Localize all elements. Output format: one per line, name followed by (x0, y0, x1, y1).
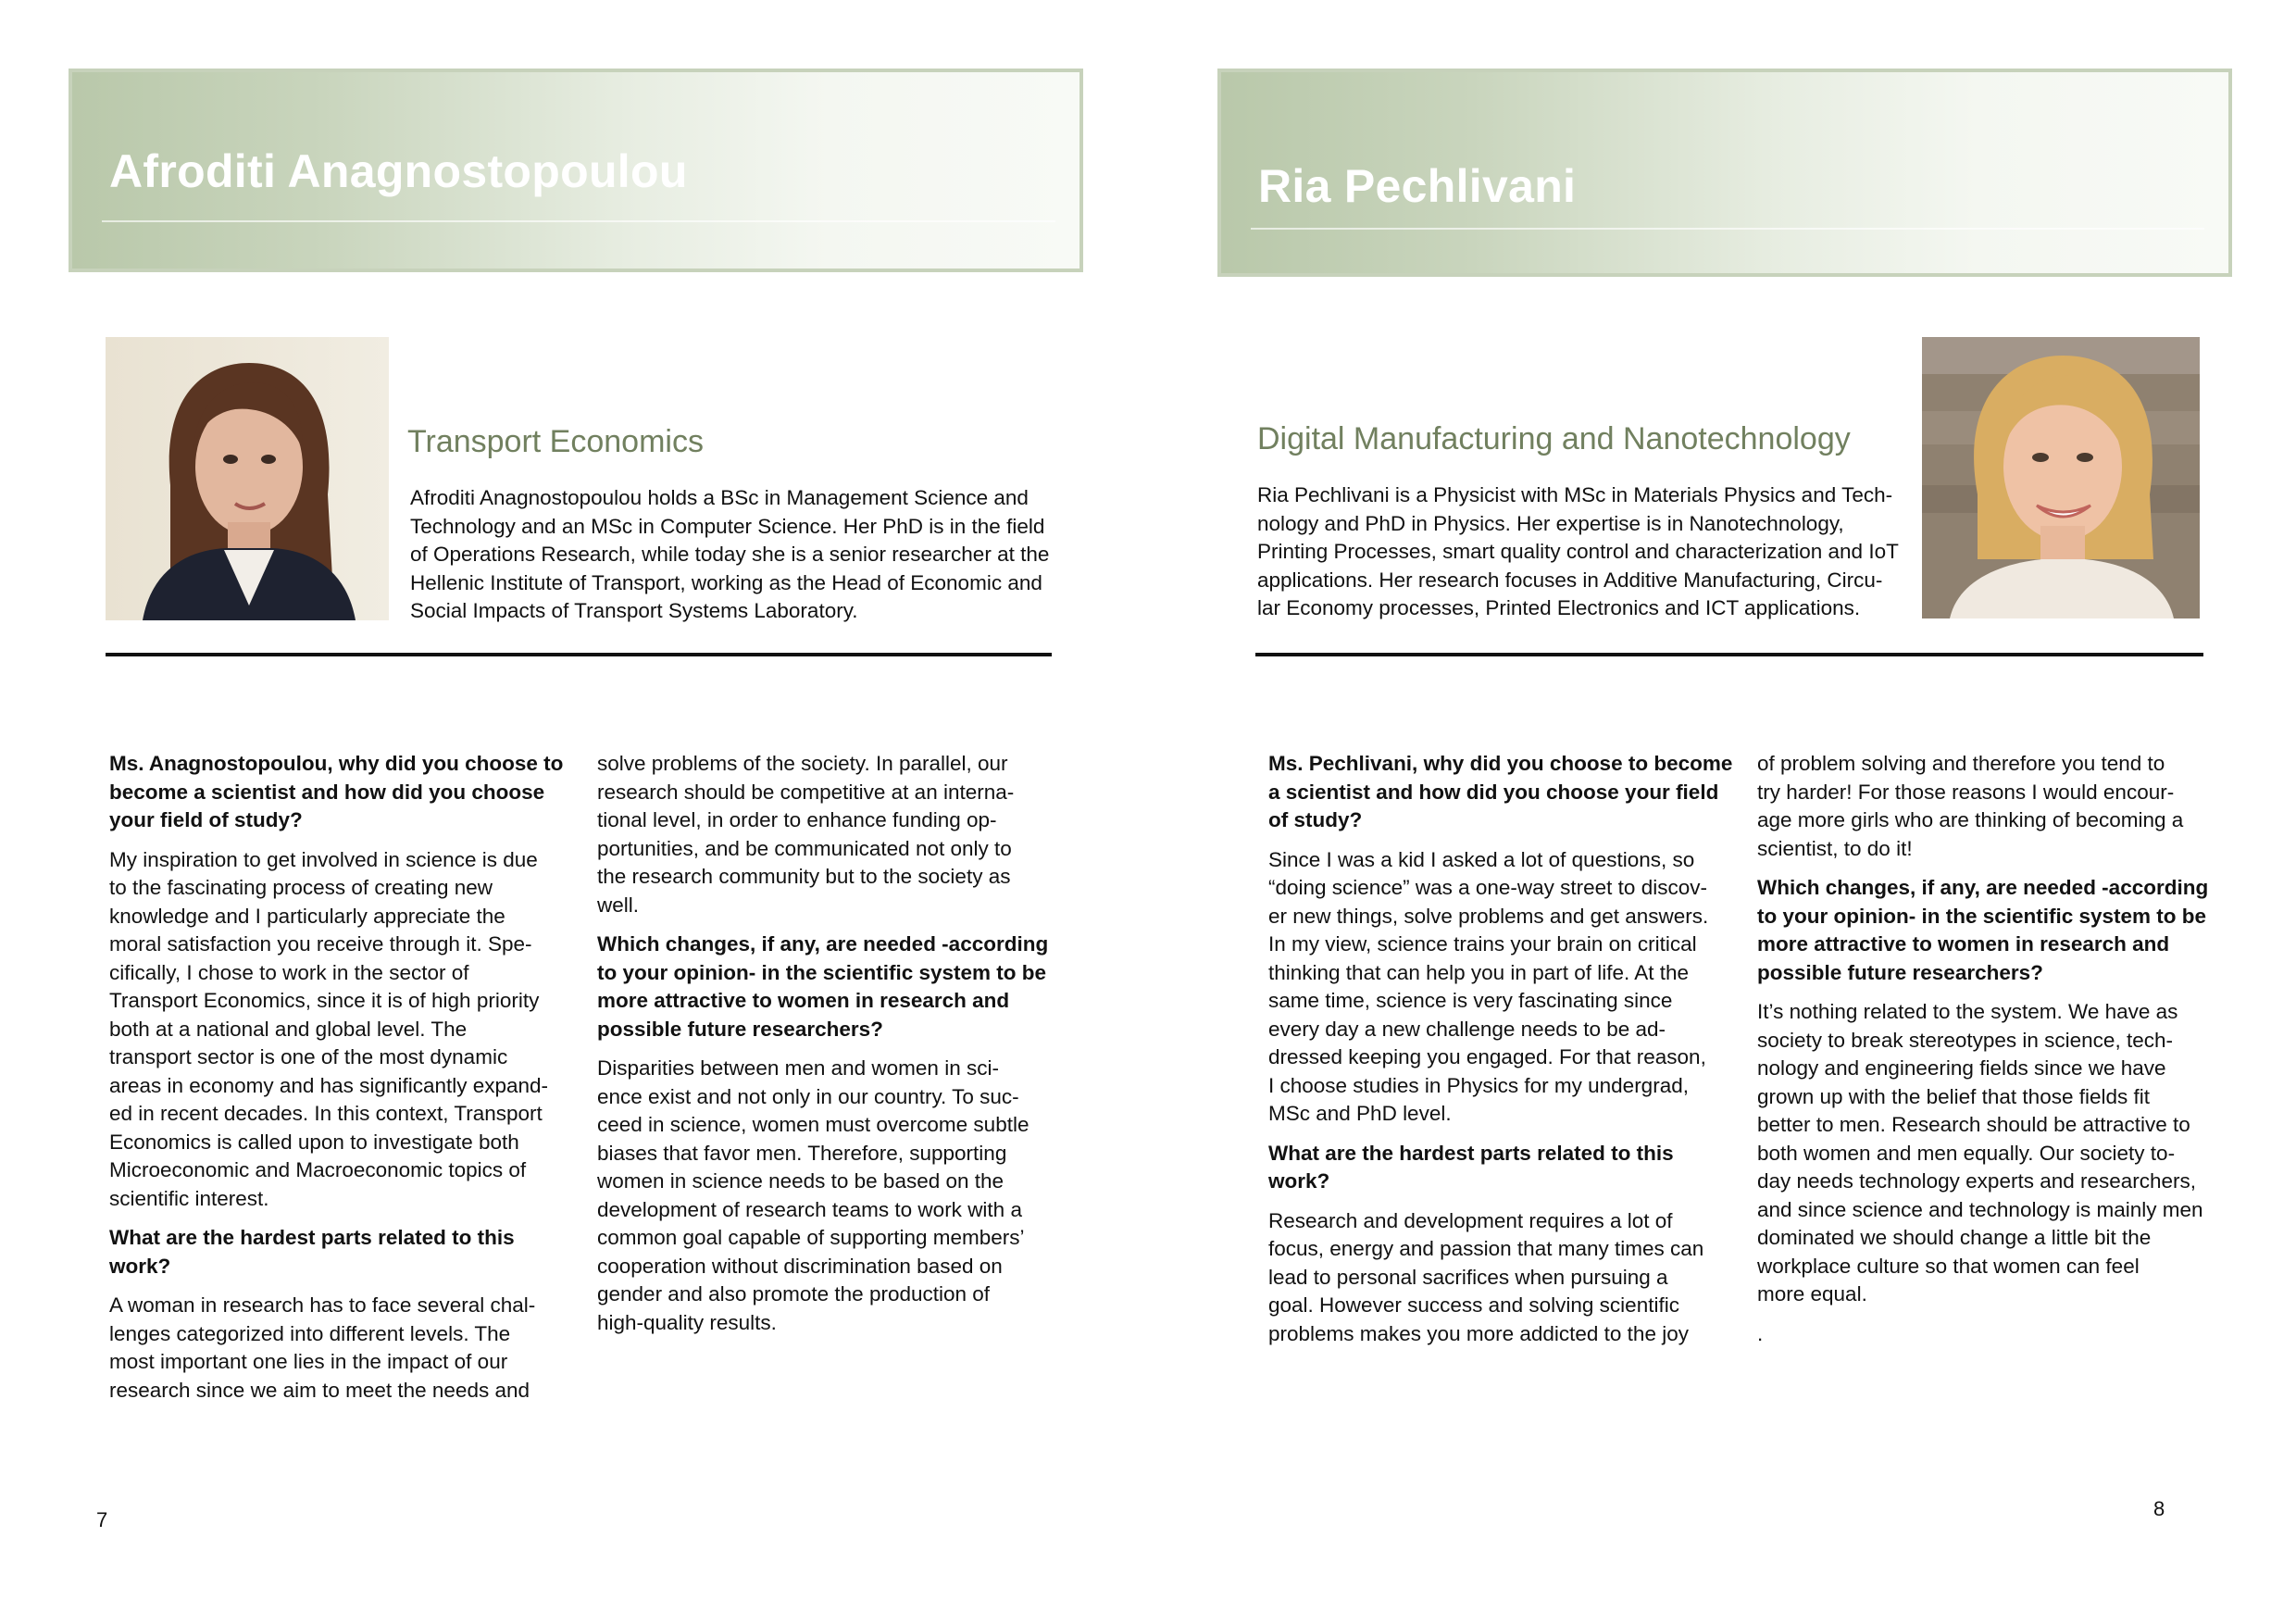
text-line: I choose studies in Physics for my undergrad, (1268, 1073, 1689, 1097)
text-line: a scientist and how did you choose your field (1268, 780, 1719, 804)
text-line: women in science needs to be based on the (597, 1169, 1004, 1193)
text-line: development of research teams to work with a (597, 1197, 1022, 1221)
left-person-name: Afroditi Anagnostopoulou (109, 145, 688, 197)
left-portrait-image (106, 337, 389, 620)
paragraph-gap (597, 1043, 1048, 1055)
left-divider-rule (106, 653, 1052, 656)
right-portrait-image (1922, 337, 2200, 618)
text-line: try harder! For those reasons I would encour- (1757, 780, 2175, 804)
text-line: common goal capable of supporting members’ (597, 1226, 1025, 1249)
paragraph-gap (1757, 987, 2208, 998)
bio-line: nology and PhD in Physics. Her expertise is in Nanotechnology, (1257, 511, 1844, 535)
text-line: solve problems of the society. In parallel, our (597, 752, 1008, 775)
text-line: more attractive to women in research and (597, 989, 1010, 1012)
left-column-1 (109, 750, 563, 1405)
right-page-number: 8 (2153, 1497, 2165, 1520)
interview-answer (1268, 1207, 1732, 1349)
text-line: moral satisfaction you receive through it. Spe- (109, 932, 532, 956)
text-line: What are the hardest parts related to this (1268, 1141, 1674, 1165)
text-line: dressed keeping you engaged. For that reason, (1268, 1045, 1706, 1068)
text-line: transport sector is one of the most dynamic (109, 1045, 508, 1068)
text-line: possible future researchers? (1757, 960, 2043, 984)
text-line: Which changes, if any, are needed -according (1757, 876, 2209, 899)
text-line: day needs technology experts and researchers, (1757, 1169, 2197, 1193)
text-line: workplace culture so that women can feel (1757, 1254, 2140, 1278)
text-line: My inspiration to get involved in science is due (109, 847, 538, 871)
interview-answer (1268, 846, 1732, 1129)
text-line: biases that favor men. Therefore, supporting (597, 1141, 1007, 1165)
paragraph-gap (1268, 1129, 1732, 1140)
text-line: become a scientist and how did you choose (109, 780, 545, 804)
left-banner-rule (102, 220, 1055, 222)
text-line: Since I was a kid I asked a lot of questions, so (1268, 847, 1695, 871)
interview-answer (1757, 750, 2208, 863)
right-divider-rule (1255, 653, 2203, 656)
left-name-banner (69, 69, 1083, 272)
text-line: In my view, science trains your brain on critical (1268, 932, 1697, 956)
interview-answer (1757, 998, 2208, 1309)
text-line: ed in recent decades. In this context, Transport (109, 1102, 543, 1125)
text-line: cifically, I chose to work in the sector of (109, 960, 469, 984)
text-line: every day a new challenge needs to be ad- (1268, 1017, 1666, 1041)
text-line: dominated we should change a little bit the (1757, 1226, 2152, 1249)
text-line: lenges categorized into different levels. The (109, 1321, 511, 1345)
text-line: most important one lies in the impact of our (109, 1350, 508, 1373)
text-line: ceed in science, women must overcome subtle (597, 1113, 1029, 1136)
text-line: “doing science” was a one-way street to discov- (1268, 876, 1707, 899)
interview-question (109, 750, 563, 835)
bio-line: applications. Her research focuses in Additive Manufacturing, Circu- (1257, 568, 1883, 592)
text-line: problems makes you more addicted to the joy (1268, 1321, 1689, 1345)
interview-question (109, 1224, 563, 1280)
text-line: goal. However success and solving scientific (1268, 1293, 1679, 1317)
paragraph-gap (109, 835, 563, 846)
bio-line: Printing Processes, smart quality control and characterization and IoT (1257, 540, 1899, 563)
interview-answer (109, 846, 563, 1214)
text-line: Transport Economics, since it is of high priority (109, 989, 540, 1012)
text-line: It’s nothing related to the system. We have as (1757, 1000, 2178, 1023)
bio-line: Ria Pechlivani is a Physicist with MSc in Materials Physics and Tech- (1257, 483, 1893, 506)
text-line: er new things, solve problems and get answers. (1268, 904, 1709, 928)
text-line: better to men. Research should be attractive to (1757, 1113, 2190, 1136)
interview-answer (597, 1055, 1048, 1337)
text-line: to your opinion- in the scientific system to be (1757, 904, 2207, 928)
paragraph-gap (597, 919, 1048, 931)
right-column-1 (1268, 750, 1732, 1348)
interview-question (597, 931, 1048, 1043)
text-line: research since we aim to meet the needs and (109, 1378, 530, 1402)
bio-line: lar Economy processes, Printed Electronics and ICT applications. (1257, 596, 1861, 619)
text-line: nology and engineering fields since we have (1757, 1056, 2166, 1080)
text-line: both at a national and global level. The (109, 1017, 468, 1041)
text-line: and since science and technology is mainly men (1757, 1197, 2203, 1221)
text-line: gender and also promote the production of (597, 1282, 991, 1305)
paragraph-gap (1268, 1196, 1732, 1207)
text-line: knowledge and I particularly appreciate the (109, 904, 505, 928)
text-line: well. (597, 893, 640, 917)
text-line: scientific interest. (109, 1186, 269, 1210)
text-line: MSc and PhD level. (1268, 1102, 1452, 1125)
right-person-name: Ria Pechlivani (1258, 160, 1577, 212)
text-line: work? (1268, 1169, 1330, 1193)
text-line: portunities, and be communicated not only to (597, 836, 1012, 860)
text-line: Microeconomic and Macroeconomic topics of (109, 1158, 527, 1181)
interview-answer (1757, 1320, 2208, 1349)
left-portrait-photo (106, 337, 389, 620)
interview-answer (597, 750, 1048, 919)
text-line: possible future researchers? (597, 1017, 883, 1041)
text-line: grown up with the belief that those fields fit (1757, 1084, 2150, 1108)
left-field-title: Transport Economics (407, 424, 704, 459)
bio-line: of Operations Research, while today she is a senior researcher at the (410, 543, 1050, 566)
text-line: Economics is called upon to investigate both (109, 1130, 519, 1154)
left-column-2 (597, 750, 1048, 1337)
text-line: both women and men equally. Our society to- (1757, 1141, 2176, 1165)
interview-question (1757, 874, 2208, 987)
bio-line: Hellenic Institute of Transport, working as the Head of Economic and (410, 570, 1042, 594)
text-line: Ms. Pechlivani, why did you choose to become (1268, 752, 1733, 775)
right-portrait-photo (1922, 337, 2200, 618)
text-line: your field of study? (109, 808, 303, 831)
text-line: Research and development requires a lot of (1268, 1208, 1673, 1232)
text-line: Disparities between men and women in sci- (597, 1056, 999, 1080)
text-line: more equal. (1757, 1282, 1867, 1305)
text-line: tional level, in order to enhance funding op- (597, 808, 997, 831)
text-line: of study? (1268, 808, 1363, 831)
text-line: . (1757, 1321, 1764, 1345)
text-line: of problem solving and therefore you tend to (1757, 752, 2165, 775)
interview-question (1268, 1140, 1732, 1196)
text-line: Ms. Anagnostopoulou, why did you choose to (109, 752, 564, 775)
bio-line: Technology and an MSc in Computer Science. Her PhD is in the field (410, 514, 1045, 538)
text-line: research should be competitive at an interna- (597, 780, 1015, 804)
text-line: focus, energy and passion that many times can (1268, 1237, 1704, 1260)
bio-line: Social Impacts of Transport Systems Laboratory. (410, 599, 858, 622)
paragraph-gap (109, 1213, 563, 1224)
text-line: cooperation without discrimination based on (597, 1254, 1003, 1278)
text-line: age more girls who are thinking of becoming a (1757, 808, 2184, 831)
paragraph-gap (1757, 863, 2208, 874)
text-line: thinking that can help you in part of life. At the (1268, 960, 1690, 984)
text-line: to your opinion- in the scientific system to be (597, 960, 1047, 984)
text-line: ence exist and not only in our country. To suc- (597, 1084, 1019, 1108)
text-line: A woman in research has to face several chal- (109, 1293, 536, 1317)
interview-answer (109, 1292, 563, 1405)
right-column-2 (1757, 750, 2208, 1348)
text-line: work? (109, 1254, 171, 1278)
text-line: areas in economy and has significantly expand- (109, 1073, 549, 1097)
right-name-banner (1217, 69, 2232, 277)
text-line: the research community but to the society as (597, 865, 1011, 888)
text-line: more attractive to women in research and (1757, 932, 2170, 956)
text-line: What are the hardest parts related to this (109, 1226, 515, 1249)
bio-line: Afroditi Anagnostopoulou holds a BSc in Management Science and (410, 486, 1029, 509)
text-line: scientist, to do it! (1757, 836, 1913, 860)
interview-question (1268, 750, 1732, 835)
left-bio (410, 484, 1049, 626)
paragraph-gap (1268, 835, 1732, 846)
paragraph-gap (1757, 1309, 2208, 1320)
right-field-title: Digital Manufacturing and Nanotechnology (1257, 421, 1851, 456)
text-line: society to break stereotypes in science, tech- (1757, 1028, 2173, 1052)
left-page-number: 7 (96, 1508, 108, 1531)
right-banner-rule (1251, 228, 2204, 230)
text-line: Which changes, if any, are needed -according (597, 932, 1049, 956)
text-line: lead to personal sacrifices when pursuing a (1268, 1265, 1668, 1289)
paragraph-gap (109, 1280, 563, 1292)
right-bio (1257, 481, 1899, 623)
text-line: same time, science is very fascinating since (1268, 989, 1673, 1012)
text-line: high-quality results. (597, 1310, 777, 1334)
text-line: to the fascinating process of creating new (109, 876, 493, 899)
